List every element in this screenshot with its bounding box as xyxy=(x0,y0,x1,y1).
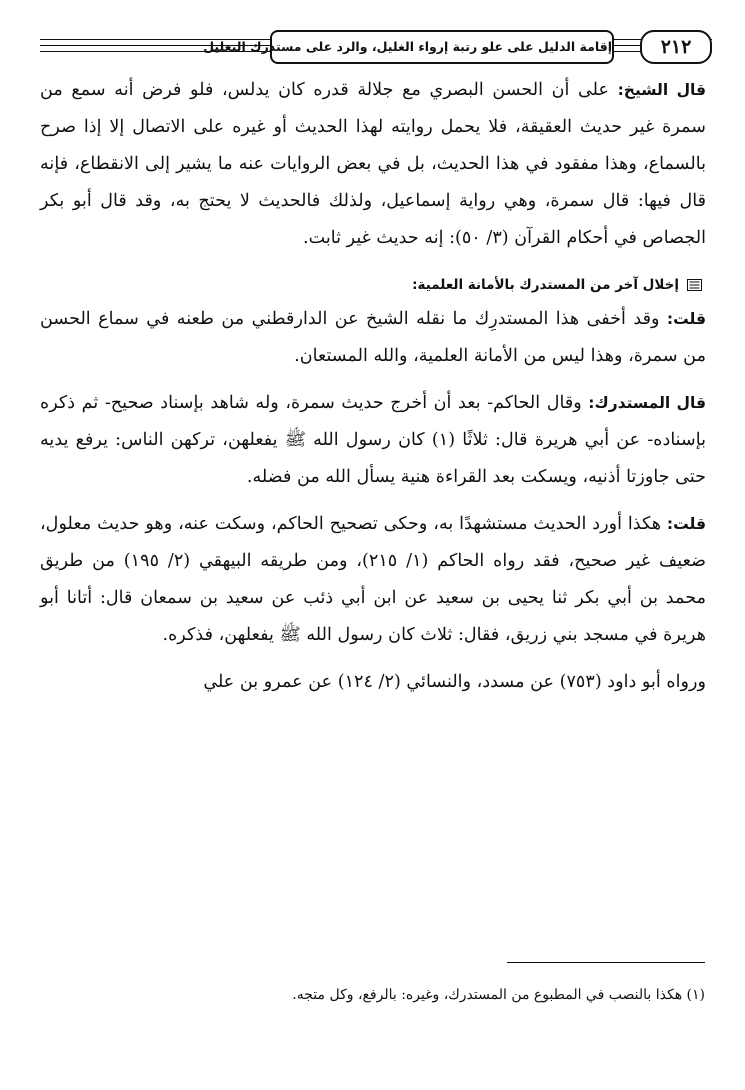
paragraph-mustadrik xyxy=(40,385,706,496)
paragraph-text: هكذا أورد الحديث مستشهدًا به، وحكى تصحيح الحاكم، وسكت عنه، وهو حديث معلول، ضعيف غير صحيح، فقد رواه الحاكم (١/ ٢١٥)، ومن طريقه البيهقي (٢/ ١٩٥) من طريق محمد بن أبي بكر ثنا يحيى بن سعيد عن ابن أبي ذئب عن سعيد بن سمعان قال: أتانا أبو هريرة في مسجد بني زريق، فقال: ثلاث كان رسول الله ﷺ يفعلهن، فذكره. xyxy=(40,514,707,645)
paragraph-sheikh xyxy=(40,72,706,257)
section-heading xyxy=(40,269,702,301)
paragraph-text: ورواه أبو داود (٧٥٣) عن مسدد، والنسائي (٢/ ١٢٤) عن عمرو بن علي xyxy=(203,672,706,692)
footnote: (١) هكذا بالنصب في المطبوع من المستدرك، وغيره: بالرفع، وكل متجه. xyxy=(292,987,705,1003)
paragraph-lead: قال المستدرك: xyxy=(588,394,706,412)
paragraph-qult-1 xyxy=(40,301,706,375)
page-header xyxy=(40,26,712,66)
running-title: إقامة الدليل على علو رتبة إرواء الغليل، والرد على مستدرك التعليل xyxy=(270,30,614,64)
paragraph-text: وقد أخفى هذا المستدرِك ما نقله الشيخ عن الدارقطني من طعنه في سماع الحسن من سمرة، وهذا ليس من الأمانة العلمية، والله المستعان. xyxy=(40,309,706,366)
footnote-separator xyxy=(507,962,705,963)
paragraph-abu-dawud xyxy=(40,664,706,701)
page-body xyxy=(40,72,706,701)
paragraph-lead: قال الشيخ: xyxy=(617,81,706,99)
paragraph-qult-2 xyxy=(40,506,706,654)
paragraph-lead: قلت: xyxy=(666,515,706,533)
paragraph-text: وقال الحاكم- بعد أن أخرج حديث سمرة، وله شاهد بإسناد صحيح- ثم ذكره بإسناده- عن أبي هريرة قال: ثلاثًا (١) كان رسول الله ﷺ يفعلهن، تركهن الناس: يرفع يديه حتى جاوزتا أذنيه، ويسكت بعد القراءة هنية يسأل الله من فضله. xyxy=(40,393,706,487)
section-heading-text: إخلال آخر من المستدرك بالأمانة العلمية: xyxy=(412,277,679,293)
paragraph-text: على أن الحسن البصري مع جلالة قدره كان يدلس، فلو فرض أنه سمع من سمرة غير حديث العقيقة، فلا يحمل روايته لهذا الحديث أو غيره على الاتصال إلا إذا صرح بالسماع، وهذا مفقود في هذا الحديث، بل في بعض الروايات عنه ما يشير إلى الانقطاع، فإنه قال فيها: قال سمرة، وهي رواية إسماعيل، ولذلك فالحديث لا يحتج به، وقد قال أبو بكر الجصاص في أحكام القرآن (٣/ ٥٠): إنه حديث غير ثابت. xyxy=(40,80,706,248)
paragraph-lead: قلت: xyxy=(666,310,706,328)
book-icon xyxy=(687,279,702,291)
page-number: ٢١٢ xyxy=(640,30,712,64)
